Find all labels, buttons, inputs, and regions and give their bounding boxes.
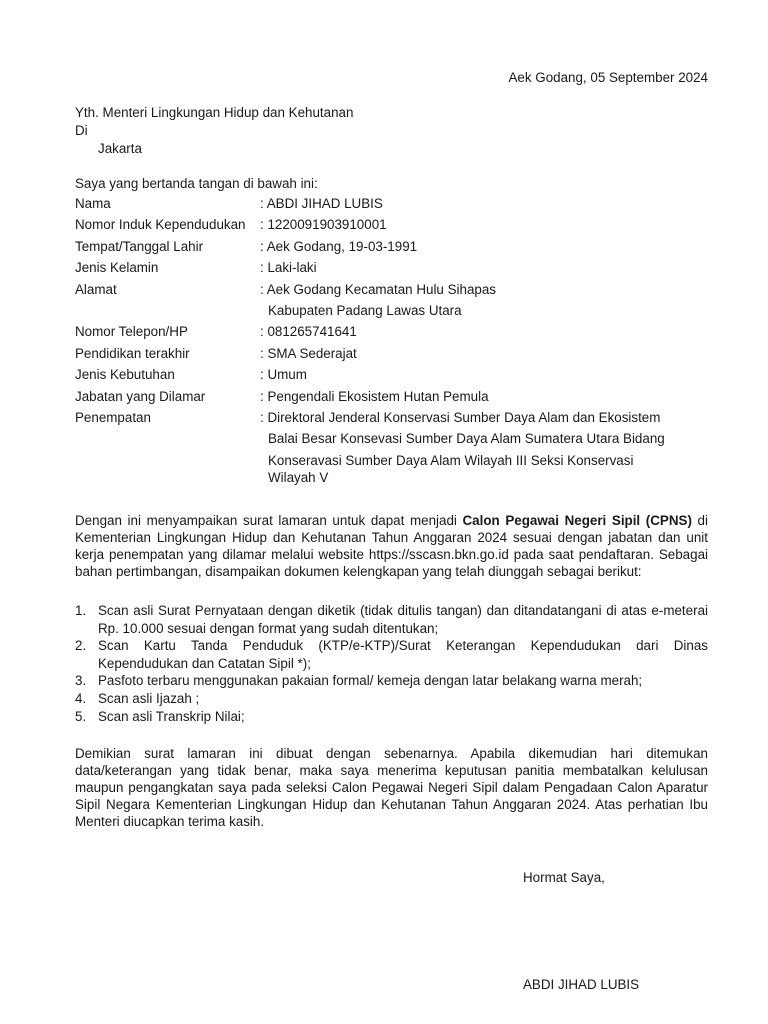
field-value: : Aek Godang Kecamatan Hulu Sihapas — [260, 281, 496, 297]
field-label: Nomor Telepon/HP — [75, 324, 188, 340]
field-row-address — [75, 281, 715, 302]
field-row-nik — [75, 216, 715, 237]
field-value: : Umum — [260, 367, 307, 383]
field-value: Balai Besar Konsevasi Sumber Daya Alam Sumatera Utara Bidang — [268, 431, 665, 447]
list-item — [75, 637, 708, 672]
field-value: Kabupaten Padang Lawas Utara — [268, 302, 462, 318]
field-row-phone — [75, 323, 715, 344]
field-row-placement-cont — [75, 430, 715, 451]
field-value: : Laki-laki — [260, 260, 317, 276]
application-paragraph — [75, 512, 708, 580]
field-label: Jabatan yang Dilamar — [75, 388, 206, 404]
field-value: : Direktoral Jenderal Konservasi Sumber Daya Alam dan Ekosistem — [260, 409, 661, 425]
recipient-preposition: Di — [75, 123, 88, 138]
field-label: Penempatan — [75, 409, 151, 425]
list-item — [75, 602, 708, 637]
list-number: 5. — [75, 708, 87, 724]
recipient-city: Jakarta — [98, 141, 142, 156]
list-number: 3. — [75, 673, 87, 689]
field-label: Tempat/Tanggal Lahir — [75, 238, 204, 254]
field-value: : ABDI JIHAD LUBIS — [260, 196, 383, 211]
list-item-text: Scan asli Ijazah ; — [98, 690, 200, 706]
signer-name: ABDI JIHAD LUBIS — [523, 977, 640, 992]
field-value: : Aek Godang, 19-03-1991 — [260, 238, 418, 254]
field-row-position — [75, 388, 715, 409]
document-list — [75, 602, 708, 725]
application-text-end: di Kementerian Lingkungan Hidup dan Kehutanan Tahun Anggaran 2024 sesuai dengan jabatan dan unit kerja penempatan yang dilamar melalui website https://sscasn.bkn.go.id pada saat pendaftaran. Sebagai bahan pertimbangan, disampaikan dokumen kelengkapan yang telah diunggah sebagai berikut: — [75, 513, 708, 579]
field-row-name — [75, 195, 715, 216]
field-label: Alamat — [75, 281, 117, 297]
list-item-text: Scan asli Transkrip Nilai; — [98, 708, 245, 724]
field-row-birth — [75, 238, 715, 259]
field-value: : Pengendali Ekosistem Hutan Pemula — [260, 388, 489, 404]
closing-text: Demikian surat lamaran ini dibuat dengan sebenarnya. Apabila dikemudian hari ditemukan data/keterangan yang tidak benar, maka saya menerima keputusan panitia membatalkan kelulusan maupun pengangkatan saya pada seleksi Calon Pegawai Negeri Sipil dalam Pengadaan Calon Aparatur Sipil Negara Kementerian Lingkungan Hidup dan Kehutanan Tahun Anggaran 2024. Atas perhatian Ibu Menteri diucapkan terima kasih. — [75, 746, 708, 829]
list-item — [75, 672, 708, 690]
recipient-line: Yth. Menteri Lingkungan Hidup dan Kehutanan — [75, 105, 354, 120]
list-item — [75, 690, 708, 708]
list-item-text: Scan asli Surat Pernyataan dengan diketik (tidak ditulis tangan) dan ditandatangani di atas e-meterai Rp. 10.000 sesuai dengan format yang sudah ditentukan; — [98, 603, 708, 636]
field-value: Wilayah V — [268, 469, 329, 485]
field-row-gender — [75, 259, 715, 280]
letter-date: Aek Godang, 05 September 2024 — [508, 70, 708, 85]
field-label: Jenis Kebutuhan — [75, 367, 175, 383]
cpns-emphasis: Calon Pegawai Negeri Sipil (CPNS) — [462, 513, 692, 528]
list-number: 4. — [75, 690, 87, 706]
field-row-placement — [75, 409, 715, 430]
regards-text: Hormat Saya, — [523, 870, 605, 885]
application-text — [75, 512, 708, 580]
field-row-placement-cont — [75, 452, 715, 469]
field-value: : SMA Sederajat — [260, 345, 357, 361]
field-label: Jenis Kelamin — [75, 260, 159, 276]
list-item — [75, 708, 708, 726]
field-row-address-cont — [75, 302, 715, 323]
field-label: Pendidikan terakhir — [75, 345, 190, 361]
list-item-text: Scan Kartu Tanda Penduduk (KTP/e-KTP)/Surat Keterangan Kependudukan dari Dinas Kependudukan dan Catatan Sipil *); — [98, 638, 708, 671]
list-number: 1. — [75, 603, 87, 618]
applicant-details — [75, 195, 715, 486]
field-value: : 081265741641 — [260, 324, 357, 340]
field-row-placement-cont — [75, 469, 715, 486]
field-row-education — [75, 345, 715, 366]
field-row-need-type — [75, 366, 715, 387]
field-value: Konseravasi Sumber Daya Alam Wilayah III Seksi Konservasi — [268, 452, 634, 468]
field-value: : 1220091903910001 — [260, 217, 387, 233]
application-text-start: Dengan ini menyampaikan surat lamaran untuk dapat menjadi — [75, 513, 463, 528]
intro-text: Saya yang bertanda tangan di bawah ini: — [75, 176, 318, 191]
field-label: Nomor Induk Kependudukan — [75, 217, 246, 233]
list-item-text: Pasfoto terbaru menggunakan pakaian formal/ kemeja dengan latar belakang warna merah; — [98, 673, 643, 689]
field-label: Nama — [75, 196, 111, 211]
closing-paragraph — [75, 745, 708, 830]
list-number: 2. — [75, 638, 87, 654]
